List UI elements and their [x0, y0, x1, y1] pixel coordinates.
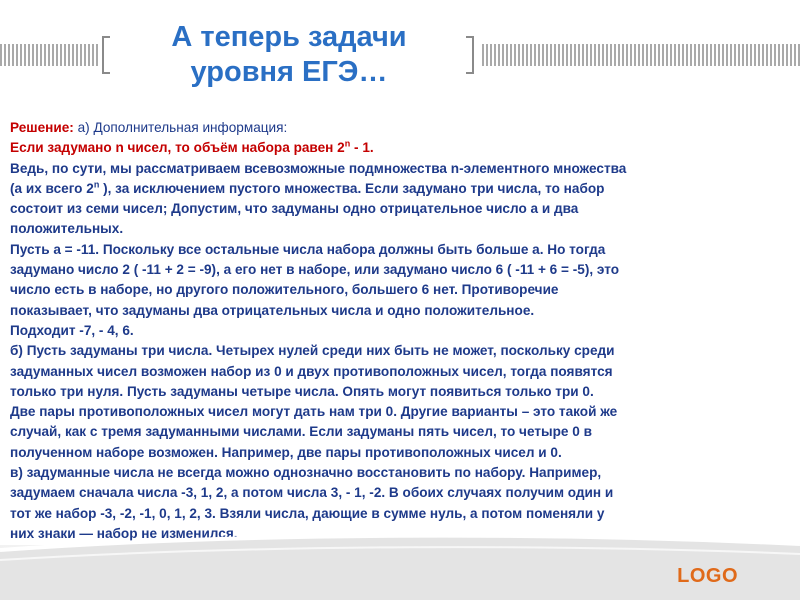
solution-text [10, 118, 788, 544]
text-line: положительных. [10, 221, 124, 237]
text-line [10, 118, 788, 138]
text-line: в) задуманные числа не всегда можно однозначно восстановить по набору. Например, [10, 465, 602, 481]
slide-title [112, 20, 466, 90]
left-bracket-decoration [102, 36, 110, 74]
text-line: состоит из семи чисел; Допустим, что задуманы одно отрицательное число а и два [10, 201, 579, 217]
title-line-2: уровня ЕГЭ… [190, 56, 388, 88]
text-line: Пусть а = -11. Поскольку все остальные числа набора должны быть больше а. Но тогда [10, 241, 606, 257]
title-line-1: А теперь задачи [171, 21, 407, 53]
header-stripe-right [482, 44, 800, 66]
text-line-highlight [10, 138, 788, 158]
text-segment: Если задумано n чисел, то объём набора равен 2 [10, 140, 345, 156]
solution-label: Решение: [10, 120, 74, 135]
logo: LOGO [677, 565, 738, 587]
slide-header [0, 0, 800, 95]
text-line: только три нуля. Пусть задуманы четыре числа. Опять могут появиться только три 0. [10, 383, 594, 399]
text-line: задуманных чисел возможен набор из 0 и двух противоположных чисел, тогда появятся [10, 363, 613, 379]
superscript: n [93, 179, 100, 190]
right-bracket-decoration [466, 36, 474, 74]
superscript: n [344, 138, 351, 149]
text-line: тот же набор -3, -2, -1, 0, 1, 2, 3. Взяли числа, дающие в сумме нуль, а потом поменяли у [10, 505, 605, 521]
text-line [10, 179, 788, 199]
text-line: случай, как с тремя задуманными числами. Если задуманы пять чисел, то четыре 0 в [10, 424, 592, 440]
text-line: Ведь, по сути, мы рассматриваем всевозможные подмножества n-элементного множества [10, 160, 627, 176]
header-stripe-left [0, 44, 100, 66]
text-segment: - 1. [350, 140, 374, 156]
text-line: полученном наборе возможен. Например, две пары противоположных чисел и 0. [10, 444, 562, 460]
text-line: задумаем сначала числа -3, 1, 2, а потом числа 3, - 1, -2. В обоих случаях получим один и [10, 485, 614, 501]
text-line: б) Пусть задуманы три числа. Четырех нулей среди них быть не может, поскольку среди [10, 343, 615, 359]
text-line: Подходит -7, - 4, 6. [10, 322, 134, 338]
text-line: число есть в наборе, но другого положительного, большего 6 нет. Противоречие [10, 282, 559, 298]
text-line: них знаки — набор не изменился. [10, 525, 238, 541]
text-segment: ), за исключением пустого множества. Если задумано три числа, то набор [99, 180, 605, 196]
text-segment: (а их всего 2 [10, 180, 94, 196]
text-line: показывает, что задуманы два отрицательных числа и одно положительное. [10, 302, 535, 318]
text-segment: а) Дополнительная информация: [73, 120, 288, 135]
text-line: задумано число 2 ( -11 + 2 = -9), а его нет в наборе, или задумано число 6 ( -11 + 6 = -5), это [10, 262, 620, 278]
text-line: Две пары противоположных чисел могут дать нам три 0. Другие варианты – это такой же [10, 404, 618, 420]
